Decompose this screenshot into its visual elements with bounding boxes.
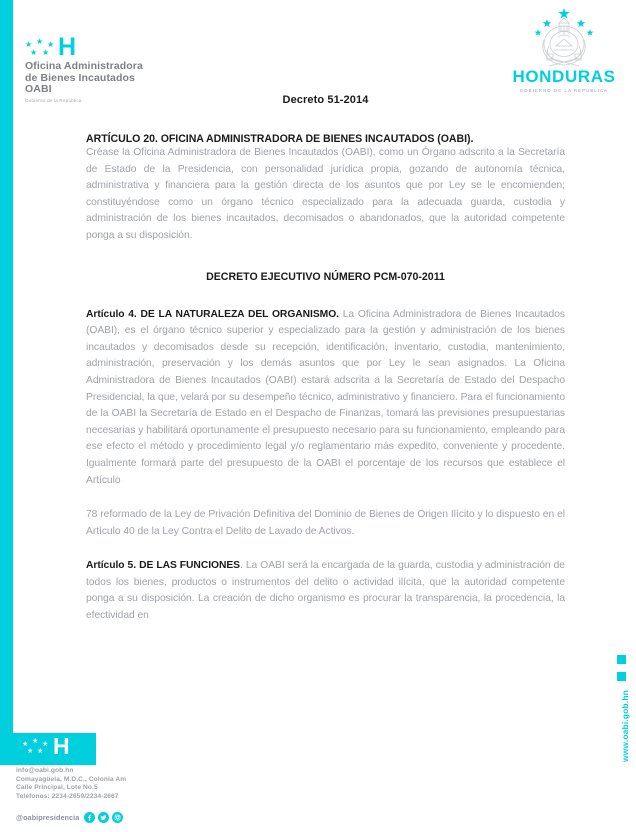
executive-decree-title: DECRETO EJECUTIVO NÚMERO PCM-070-2011 [206,270,445,283]
footer-five-stars-icon: ★ ★ ★ ★ ★ [22,738,49,755]
article-5-body: . La OABI será la encargada de la guarda, custodia y administración de todos los bienes, productos o instrumentos del delito o actividad ilícita, que la autoridad competente ponga a su disposición. La creación de dicho organismo es procurar la transparencia, la procedencia, la efectividad en [86,560,565,622]
article-4-body: La Oficina Administradora de Bienes Incautados (OABI), es el órgano técnico superior y especializado para la gestión y administración de los bienes incautados y decomisados desde su recepción, identificación, inventario, custodia, mantenimiento, administración, preservación y los demás asuntos que por Ley le sean asignados. La Oficina Administradora de Bienes Incautados (OABI) estará adscrita a la Secretaría de Estado del Despacho Presidencial, la que, velará por su desempeño técnico, administrativo y financiero. Para el funcionamiento de la OABI la Secretaría de Estado en el Despacho de Finanzas, tomará las previsiones presupuestarias necesarias y habilitará oportunamente el presupuesto necesario para su funcionamiento, empleando para ese efecto el método y procedimiento legal y/o reglamentario más expedito, conveniente y procedente. Igualmente formará parte del presupuesto de la OABI el porcentaje de los recursos que establece el Artículo [86,308,565,486]
footer-h-letter-icon: H [53,733,70,759]
article-5-paragraph [86,558,565,624]
honduras-subtitle: GOBIERNO DE LA REPÚBLICA [519,88,609,93]
oabi-logo [25,33,205,103]
article-4-label: Artículo 4. [86,308,137,320]
instagram-icon[interactable] [112,812,123,823]
oabi-name-line1: Oficina Administradora [25,60,143,72]
article-20-heading: ARTÍCULO 20. OFICINA ADMINISTRADORA DE BIENES INCAUTADOS (OABI). [86,133,474,145]
twitter-icon[interactable] [98,812,109,823]
social-handle: @oabipresidencia [16,813,80,822]
left-accent-bar [0,0,13,763]
article-4-paragraph [86,307,565,490]
oabi-name-line2: de Bienes Incautados [25,71,135,84]
oabi-logomark [25,33,205,61]
footer-address-line2: Calle Principal, Lote No.5 [16,784,98,792]
five-stars-icon: ★ ★ ★ ★ ★ [25,37,55,57]
oabi-tagline: Gobierno de la República [25,98,82,103]
oabi-name-line3: OABI [25,83,52,95]
oabi-name [25,61,205,96]
footer-social-row [16,812,123,823]
footer-logo [22,733,70,759]
footer-contact-info [16,767,171,801]
article-4-title: DE LA NATURALEZA DEL ORGANISMO. [140,308,339,320]
article-5-label: Artículo 5. [86,560,137,572]
website-url-vertical[interactable]: www.oabi.gob.hn [620,690,630,763]
document-title: Decreto 51-2014 [282,94,369,106]
footer-phones: Teléfonos: 2234-2659/2234-2667 [16,792,119,800]
honduras-emblem [505,6,623,93]
accent-square-top [617,655,626,664]
article-4-continuation: 78 reformado de la Ley de Privación Definitiva del Dominio de Bienes de Origen Ilícito y lo dispuesto en el Artículo 40 de la Ley Contra el Delito de Lavado de Activos. [86,509,565,537]
footer-address-line1: Comayagüela, M.D.C., Colonia Am [16,775,127,783]
article-20-body: Créase la Oficina Administradora de Bienes Incautados (OABI), como un Órgano adscrito a la Secretaría de Estado de la Presidencia, con personalidad jurídica propia, gozando de autonomía técnica, administrativa y financiera para la gestión directa de los asuntos que por Ley se le encomienden; constituyéndose como un órgano técnico especializado para la adecuada guarda, custodia y administración de los bienes incautados, decomisados o abandonados, que la autoridad competente ponga a su disposición. [86,147,565,241]
honduras-wordmark: HONDURAS [512,67,616,86]
document-content [86,94,565,625]
accent-square-bottom [617,672,626,681]
coat-of-arms-icon [505,6,623,68]
footer-email[interactable]: info@oabi.gob.hn [16,767,74,774]
article-5-title: DE LAS FUNCIONES [139,560,241,572]
facebook-icon[interactable] [84,812,95,823]
h-letter-icon: H [58,33,76,61]
